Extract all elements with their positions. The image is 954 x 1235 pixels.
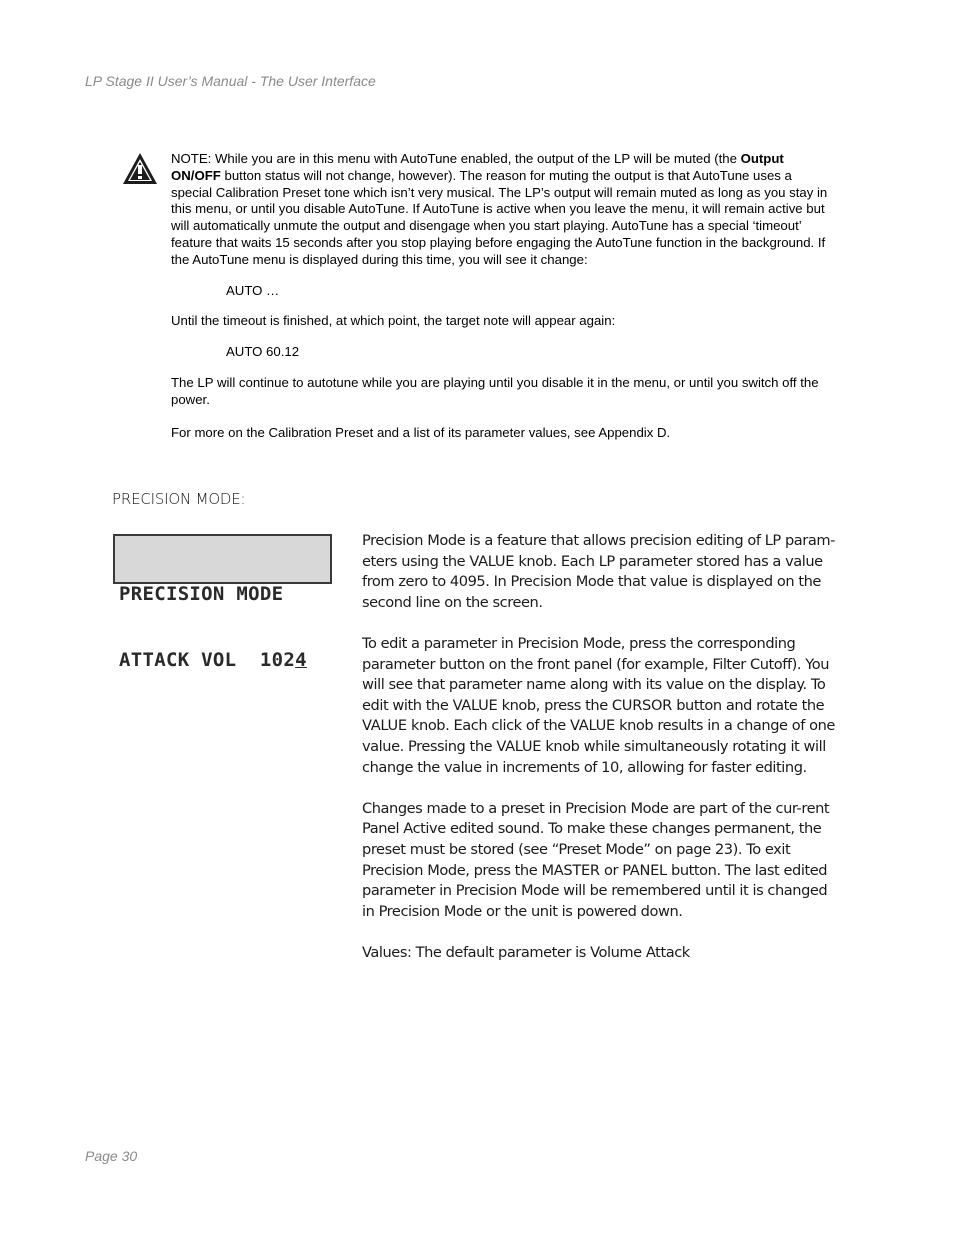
lcd-line-2 [119, 649, 326, 671]
note-paragraph-2: Until the timeout is finished, at which point, the target note will appear again: [171, 313, 616, 329]
lcd-cursor: 4 [295, 649, 307, 671]
note-text: NOTE: While you are in this menu with AutoTune enabled, the output of the LP will be muted (the [171, 151, 741, 166]
body-text: knob. Each click of the [406, 717, 571, 735]
body-text: knob results in a change of one value. Pressing the [362, 717, 835, 755]
body-text: button and rotate the [672, 696, 825, 714]
body-text: knob. Each LP parameter stored has a value from zero to 4095. In Precision Mode that value is displayed on the second line on the screen. [362, 552, 823, 611]
section-title: PRECISION MODE: [112, 490, 246, 508]
keyword-value: VALUE [452, 696, 498, 714]
keyword-panel: PANEL [622, 861, 667, 879]
keyword-cursor: CURSOR [611, 696, 673, 714]
note-paragraph-1 [171, 151, 831, 269]
body-text: button. The last edited parameter in Precision Mode will be remembered until it is changed in Precision Mode or the unit is powered down. [362, 861, 828, 920]
body-text: To edit a parameter in Precision Mode, press the corresponding parameter button on the front panel (for example, Filter Cutoff). You will see that parameter name along with its value on the display. To edit with the [362, 634, 830, 714]
keyword-value: VALUE [469, 552, 515, 570]
note-text: button status will not change, however). The reason for muting the output is that AutoTune uses a special Calibration Preset tone which isn’t very musical. The LP’s output will remain muted as long as you stay in this menu, or until you disable AutoTune. If AutoTune is active when you leave the menu, it will remain active but will automatically unmute the output and disengage when you start playing. AutoTune has a special ‘timeout’ feature that waits 15 seconds after you stop playing before engaging the AutoTune function in the background. If the AutoTune menu is displayed during this time, you will see it change: [171, 167, 828, 267]
keyword-value: VALUE [362, 717, 407, 735]
display-example-2: AUTO 60.12 [226, 344, 300, 360]
page-number: Page 30 [85, 1148, 138, 1164]
keyword-value: VALUE [570, 717, 615, 735]
body-text: knob while simultaneously rotating it will change the value in increments of 10, allowing for faster editing. [362, 737, 826, 776]
keyword-value: VALUE [496, 737, 542, 755]
lcd-line-2-text: ATTACK VOL 102 [119, 649, 296, 671]
body-paragraph-values: Values: The default parameter is Volume Attack [362, 943, 690, 961]
body-text: Changes made to a preset in Precision Mode are part of the cur-rent Panel Active edited sound. To make these changes permanent, the preset must be stored (see “Preset Mode” on page 23). To exit Precision Mode, press the [362, 799, 830, 879]
display-example-1: AUTO … [226, 282, 280, 298]
lcd-line-1: PRECISION MODE [119, 583, 284, 605]
autotune-note [171, 151, 831, 441]
page-header: LP Stage II User’s Manual - The User Interface [85, 73, 376, 89]
body-text: or [599, 861, 623, 879]
keyword-master: MASTER [541, 861, 600, 879]
body-text: Precision Mode is a feature that allows precision editing of LP param-eters using the [362, 532, 835, 570]
warning-icon [122, 152, 158, 186]
note-bold-output-onoff: Output ON/OFF [171, 151, 784, 183]
body-paragraph-1 [362, 531, 842, 613]
note-paragraph-3: The LP will continue to autotune while you are playing until you disable it in the menu, or until you switch off the power. [171, 374, 819, 407]
body-paragraph-3 [362, 799, 842, 923]
lcd-display [113, 534, 332, 671]
body-text: knob, press the [497, 696, 612, 714]
precision-mode-description [362, 531, 842, 984]
note-paragraph-4: For more on the Calibration Preset and a list of its parameter values, see Appendix D. [171, 424, 671, 440]
body-paragraph-2 [362, 634, 842, 778]
